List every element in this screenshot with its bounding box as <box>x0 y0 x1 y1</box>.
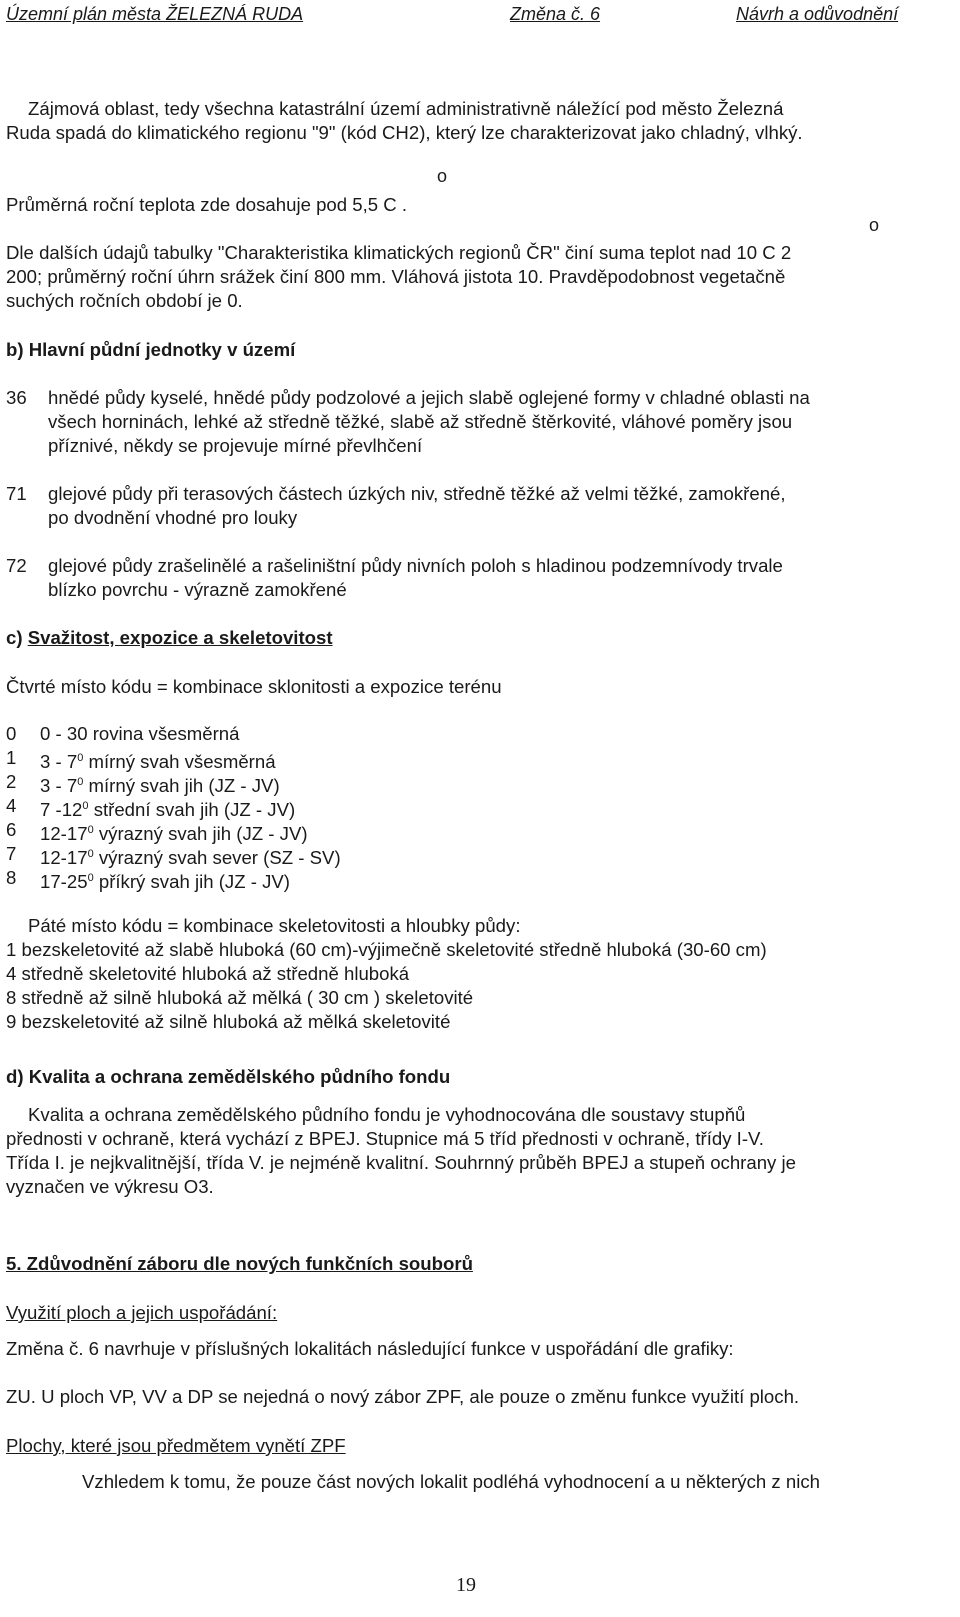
slope-code: 6 <box>6 819 17 840</box>
section-c-title: Svažitost, expozice a skeletovitost <box>27 627 333 648</box>
section-5-heading: 5. Zdůvodnění záboru dle nových funkčních souborů <box>6 1253 473 1274</box>
slope-code: 0 <box>6 723 17 744</box>
section-5-text: Změna č. 6 navrhuje v příslušných lokalitách následující funkce v uspořádání dle grafiky: <box>6 1338 734 1359</box>
climate-para-1-line-2: Ruda spadá do klimatického regionu "9" (kód CH2), který lze charakterizovat jako chladný, vlhký. <box>6 122 803 143</box>
soil-unit-text: blízko povrchu - výrazně zamokřené <box>48 579 347 600</box>
soil-unit-text: po dvodnění vhodné pro louky <box>48 507 298 528</box>
slope-code: 8 <box>6 867 17 888</box>
soil-unit-text: příznivé, někdy se projevuje mírné převlhčení <box>48 435 423 456</box>
slope-code: 4 <box>6 795 17 816</box>
climate-para-3-line-2: 200; průměrný roční úhrn srážek činí 800 mm. Vláhová jistota 10. Pravděpodobnost vegetačně <box>6 266 786 287</box>
skeleton-row: 4 středně skeletovité hluboká až středně hluboká <box>6 963 410 984</box>
section-d-text: vyznačen ve výkresu O3. <box>6 1176 214 1197</box>
subheading-zpf-removal: Plochy, které jsou předmětem vynětí ZPF <box>6 1435 346 1456</box>
header-title: Územní plán města ŽELEZNÁ RUDA <box>6 4 304 24</box>
slope-desc: střední svah jih (JZ - JV) <box>93 799 296 820</box>
soil-unit-text: glejové půdy zrašelinělé a rašeliništní půdy nivních poloh s hladinou podzemnívody trvale <box>48 555 783 576</box>
slope-range: 17-25 <box>40 871 88 892</box>
page-number: 19 <box>456 1574 476 1596</box>
degree-superscript: 0 <box>87 848 94 860</box>
soil-unit-code: 72 <box>6 555 27 576</box>
slope-desc: mírný svah jih (JZ - JV) <box>88 775 280 796</box>
soil-unit-text: hnědé půdy kyselé, hnědé půdy podzolové a jejich slabě oglejené formy v chladné oblasti na <box>48 387 810 408</box>
climate-para-2: Průměrná roční teplota zde dosahuje pod 5,5 C . <box>6 194 408 215</box>
section-d-text: Kvalita a ochrana zemědělského půdního fondu je vyhodnocována dle soustavy stupňů <box>28 1104 746 1125</box>
skeleton-row: 1 bezskeletovité až slabě hluboká (60 cm)-výjimečně skeletovité středně hluboká (30-60 cm) <box>6 939 767 960</box>
climate-para-3-line-1: Dle dalších údajů tabulky "Charakteristika klimatických regionů ČR" činí suma teplot nad 10 C 2 <box>6 242 792 263</box>
soil-unit-text: všech horninách, lehké až středně těžké, slabě až středně štěrkovité, vláhové poměry jsou <box>48 411 793 432</box>
slope-desc: výrazný svah sever (SZ - SV) <box>98 847 341 868</box>
degree-mark: o <box>437 166 448 186</box>
section-c-heading <box>6 626 333 650</box>
header-status: Návrh a odůvodnění <box>736 4 899 24</box>
climate-para-1-line-1: Zájmová oblast, tedy všechna katastrální území administrativně náležící pod město Železná <box>28 98 784 119</box>
slope-code: 2 <box>6 771 17 792</box>
slope-code: 1 <box>6 747 17 768</box>
degree-superscript: 0 <box>82 800 89 812</box>
slope-range: 7 -12 <box>40 799 83 820</box>
soil-unit-code: 71 <box>6 483 27 504</box>
section-c-prefix: c) <box>6 627 28 648</box>
slope-range: 12-17 <box>40 847 88 868</box>
slope-desc: mírný svah všesměrná <box>88 751 276 772</box>
soil-unit-code: 36 <box>6 387 27 408</box>
slope-range: 12-17 <box>40 823 88 844</box>
skeleton-row: 9 bezskeletovité až silně hluboká až mělká skeletovité <box>6 1011 451 1032</box>
soil-unit-text: glejové půdy při terasových částech úzkých niv, středně těžké až velmi těžké, zamokřené, <box>48 483 786 504</box>
slope-range: 0 - 30 <box>40 723 88 744</box>
section-5-text: ZU. U ploch VP, VV a DP se nejedná o nový zábor ZPF, ale pouze o změnu funkce využití ploch. <box>6 1386 800 1407</box>
skeleton-row: 8 středně až silně hluboká až mělká ( 30 cm ) skeletovité <box>6 987 474 1008</box>
degree-superscript: 0 <box>77 776 84 788</box>
slope-range: 3 - 7 <box>40 775 78 796</box>
slope-desc: rovina všesměrná <box>92 723 240 744</box>
slope-row <box>40 722 239 746</box>
degree-superscript: 0 <box>87 872 94 884</box>
fifth-code-intro: Páté místo kódu = kombinace skeletovitosti a hloubky půdy: <box>28 915 521 936</box>
climate-para-3-line-3: suchých ročních období je 0. <box>6 290 243 311</box>
section-b-heading: b) Hlavní půdní jednotky v území <box>6 339 296 360</box>
section-d-text: přednosti v ochraně, která vychází z BPEJ. Stupnice má 5 tříd přednosti v ochraně, třídy I-V. <box>6 1128 764 1149</box>
subheading-land-use: Využití ploch a jejich uspořádání: <box>6 1302 278 1323</box>
section-5-text: Vzhledem k tomu, že pouze část nových lokalit podléhá vyhodnocení a u některých z nich <box>82 1471 820 1492</box>
degree-mark: o <box>869 215 880 235</box>
header-change: Změna č. 6 <box>510 4 601 24</box>
degree-superscript: 0 <box>77 752 84 764</box>
fourth-code-intro: Čtvrté místo kódu = kombinace sklonitosti a expozice terénu <box>6 676 502 697</box>
section-d-text: Třída I. je nejkvalitnější, třída V. je nejméně kvalitní. Souhrnný průběh BPEJ a stupeň ochrany je <box>6 1152 796 1173</box>
slope-desc: příkrý svah jih (JZ - JV) <box>98 871 290 892</box>
slope-code: 7 <box>6 843 17 864</box>
slope-range: 3 - 7 <box>40 751 78 772</box>
slope-row <box>40 866 290 894</box>
degree-superscript: 0 <box>87 824 94 836</box>
section-d-heading: d) Kvalita a ochrana zemědělského půdního fondu <box>6 1066 451 1087</box>
slope-desc: výrazný svah jih (JZ - JV) <box>98 823 308 844</box>
